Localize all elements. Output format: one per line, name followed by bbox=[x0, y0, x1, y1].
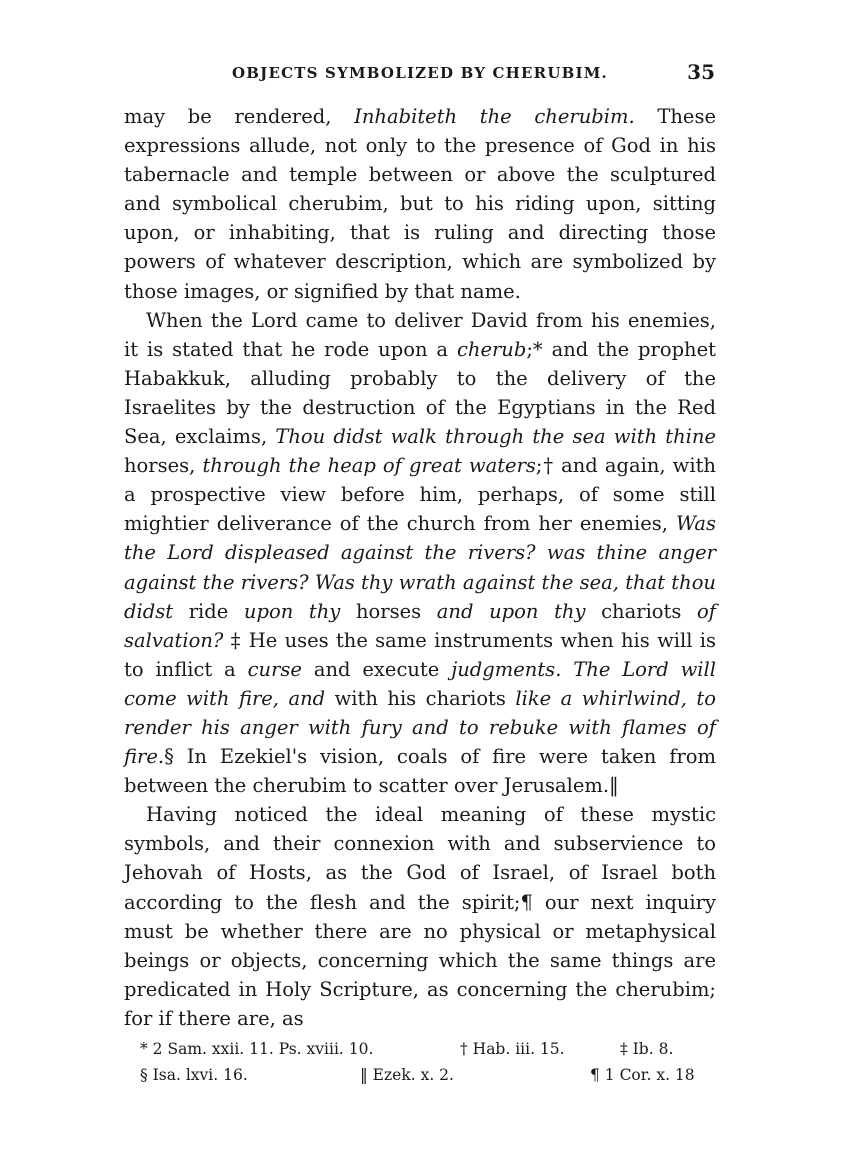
footnote: ‡ Ib. 8. bbox=[620, 1040, 674, 1058]
text-run: ;* and the prophet Habakkuk, alluding probably to the delivery of the Israelites by the destruction of the Egyptians in the Red Sea, exclaims, bbox=[124, 337, 716, 449]
text-run: ‡ He uses the same instruments when his will is to inflict a bbox=[124, 628, 716, 681]
text-run: When the Lord came to deliver David from his enemies, it is stated that he rode upon a bbox=[124, 308, 716, 361]
footnote: * 2 Sam. xxii. 11. Ps. xviii. 10. bbox=[140, 1040, 374, 1058]
text-run: may be rendered, bbox=[124, 105, 355, 128]
text-run: These expressions allude, not only to the presence of God in his tabernacle and temple between or above the sculptured and symbolical cherubim, but to his riding upon, sitting upon, or inhabiting, that is ruling and directing those powers of whatever description, which are symbolized by those images, or signified by that name. bbox=[124, 105, 716, 303]
italic-text: of salvation? bbox=[124, 599, 716, 652]
footnote-row bbox=[140, 1036, 700, 1062]
italic-text: like a whirlwind, to render his anger with fury and to rebuke with flames of fire. bbox=[124, 686, 717, 769]
italic-text: cherub bbox=[456, 337, 527, 361]
footnote: ‖ Ezek. x. 2. bbox=[360, 1066, 454, 1084]
footnote: ¶ 1 Cor. x. 18 bbox=[590, 1066, 695, 1084]
text-run: horses bbox=[340, 599, 437, 623]
paragraph bbox=[124, 102, 716, 306]
running-header bbox=[122, 62, 715, 90]
text-run: with his chariots bbox=[325, 686, 516, 710]
italic-text: Was the Lord displeased against the rivers? was thine anger against the rivers? Was thy wrath against the sea, that thou didst bbox=[124, 512, 716, 623]
paragraph bbox=[124, 800, 716, 1033]
text-run: § In Ezekiel's vision, coals of fire were taken from between the cherubim to scatter over Jerusalem.‖ bbox=[124, 745, 716, 798]
italic-text: Inhabiteth the cherubim. bbox=[354, 105, 635, 128]
running-title: OBJECTS SYMBOLIZED BY CHERUBIM. bbox=[232, 64, 608, 82]
footnotes bbox=[140, 1036, 700, 1088]
text-run: and execute bbox=[301, 657, 452, 681]
italic-text: Thou didst walk through the sea with thine bbox=[275, 425, 717, 449]
footnote-row bbox=[140, 1062, 700, 1088]
paragraph bbox=[124, 306, 716, 801]
italic-text: curse bbox=[247, 657, 302, 681]
text-run: ride bbox=[173, 599, 244, 623]
italic-text: and upon thy bbox=[436, 599, 586, 623]
body-text bbox=[124, 102, 716, 1033]
italic-text: through the heap of great waters bbox=[202, 454, 536, 478]
footnote: § Isa. lxvi. 16. bbox=[140, 1066, 248, 1084]
italic-text: judgments. The Lord will come with fire, and bbox=[124, 657, 716, 710]
italic-text: upon thy bbox=[243, 599, 341, 623]
text-run: chariots bbox=[585, 599, 698, 623]
text-run: horses, bbox=[124, 454, 203, 478]
text-run: Having noticed the ideal meaning of these mystic symbols, and their connexion with and subservience to Jehovah of Hosts, as the God of Israel, of Israel both according to the flesh and the spirit;¶ our next inquiry must be whether there are no physical or metaphysical beings or objects, concerning which the same things are predicated in Holy Scripture, as concerning the cherubim; for if there are, as bbox=[124, 803, 716, 1030]
page-number: 35 bbox=[687, 60, 715, 84]
footnote: † Hab. iii. 15. bbox=[460, 1040, 565, 1058]
text-run: ;† and again, with a prospective view before him, perhaps, of some still mightier deliverance of the church from her enemies, bbox=[124, 454, 716, 536]
